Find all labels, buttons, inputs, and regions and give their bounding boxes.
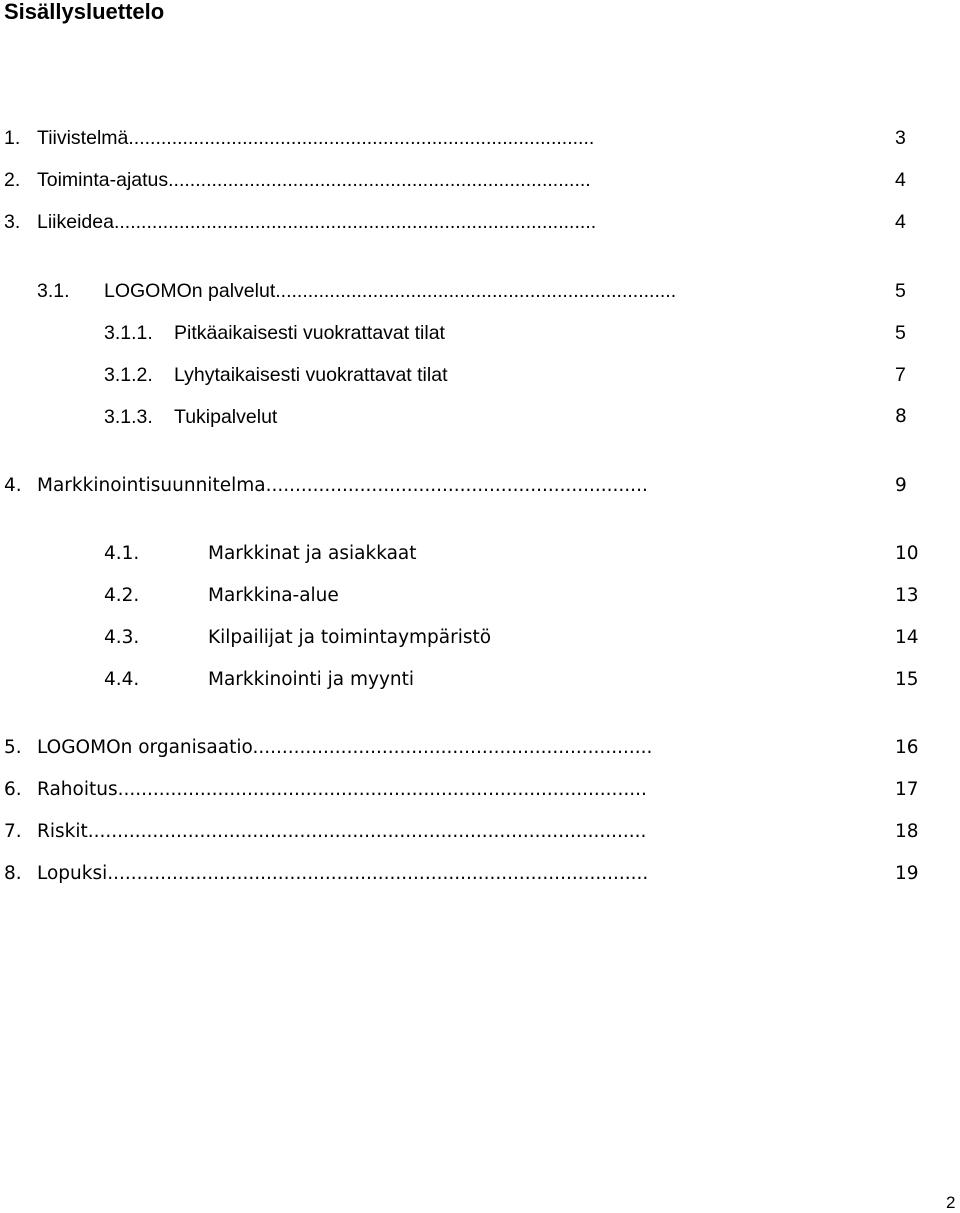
toc-entry-page: 5: [895, 322, 906, 344]
toc-entry-page: 3: [895, 127, 906, 149]
toc-entry-number: 4.4.: [104, 669, 140, 690]
toc-entry-page: 4: [895, 169, 906, 191]
toc-entry-number: 4.2.: [104, 585, 140, 606]
toc-entry-page: 9: [895, 475, 907, 496]
toc-entry-3-1[interactable]: [0, 278, 960, 304]
toc-entry-1[interactable]: [0, 125, 960, 151]
toc-entry-label: Markkinointi ja myynti: [208, 669, 415, 690]
toc-entry-number: 8.: [4, 863, 22, 884]
toc-entry-number: 2.: [4, 169, 21, 191]
toc-entry-number: 3.: [4, 211, 21, 233]
toc-entry-6[interactable]: [0, 777, 960, 803]
toc-entry-3-1-1[interactable]: [0, 320, 960, 346]
toc-entry-number: 3.1.3.: [104, 406, 153, 428]
toc-entry-label: Toiminta-ajatus..............................................................................: [37, 169, 591, 191]
toc-entry-7[interactable]: [0, 819, 960, 845]
toc-entry-page: 19: [895, 863, 919, 884]
toc-entry-label: Lopuksi............................................................................................: [37, 863, 649, 884]
toc-entry-page: 13: [895, 585, 919, 606]
toc-entry-number: 3.1.2.: [104, 364, 153, 386]
toc-entry-2[interactable]: [0, 167, 960, 193]
toc-entry-page: 8: [895, 406, 907, 427]
toc-entry-4-4[interactable]: [0, 667, 960, 693]
toc-entry-number: 7.: [4, 821, 22, 842]
toc-entry-label: LOGOMOn palvelut..........................................................................: [104, 280, 677, 302]
toc-entry-label: Liikeidea.........................................................................................: [37, 211, 597, 233]
toc-entry-label: Lyhytaikaisesti vuokrattavat tilat: [174, 364, 448, 386]
toc-entry-page: 5: [895, 280, 906, 302]
toc-entry-3-1-2[interactable]: [0, 362, 960, 388]
toc-entry-number: 6.: [4, 779, 22, 800]
toc-entry-3[interactable]: [0, 209, 960, 235]
toc-entry-4-2[interactable]: [0, 583, 960, 609]
toc-entry-number: 3.1.: [37, 280, 70, 302]
toc-entry-number: 4.: [4, 475, 22, 496]
toc-entry-3-1-3[interactable]: [0, 404, 960, 430]
toc-entry-label: Kilpailijat ja toimintaympäristö: [208, 627, 492, 648]
toc-entry-number: 5.: [4, 737, 22, 758]
toc-entry-page: 4: [895, 211, 906, 233]
toc-entry-4-1[interactable]: [0, 541, 960, 567]
toc-entry-label: Markkinointisuunnitelma.................................................................: [37, 475, 648, 496]
toc-entry-label: Riskit...............................................................................................: [37, 821, 647, 842]
toc-entry-label: LOGOMOn organisaatio....................................................................: [37, 737, 653, 758]
toc-entry-number: 4.1.: [104, 543, 140, 564]
toc-entry-4[interactable]: [0, 473, 960, 499]
page-title: Sisällysluettelo: [4, 0, 165, 24]
toc-entry-label: Markkina-alue: [208, 585, 339, 606]
toc-entry-page: 16: [895, 737, 919, 758]
toc-entry-page: 7: [895, 364, 906, 386]
toc-entry-label: Tiivistelmä......................................................................................: [37, 127, 595, 149]
toc-entry-8[interactable]: [0, 861, 960, 887]
toc-entry-label: Tukipalvelut: [174, 406, 278, 428]
toc-entry-page: 14: [895, 627, 919, 648]
toc-entry-label: Rahoitus..........................................................................................: [37, 779, 647, 800]
page-number: 2: [946, 1193, 956, 1212]
toc-entry-number: 4.3.: [104, 627, 140, 648]
toc-entry-number: 3.1.1.: [104, 322, 153, 344]
toc-entry-label: Markkinat ja asiakkaat: [208, 543, 417, 564]
toc-entry-number: 1.: [4, 127, 21, 149]
toc-entry-5[interactable]: [0, 735, 960, 761]
toc-entry-page: 10: [895, 543, 919, 564]
toc-entry-4-3[interactable]: [0, 625, 960, 651]
toc-entry-page: 17: [895, 779, 919, 800]
toc-entry-page: 18: [895, 821, 919, 842]
toc-entry-page: 15: [895, 669, 919, 690]
toc-entry-label: Pitkäaikaisesti vuokrattavat tilat: [174, 322, 445, 344]
